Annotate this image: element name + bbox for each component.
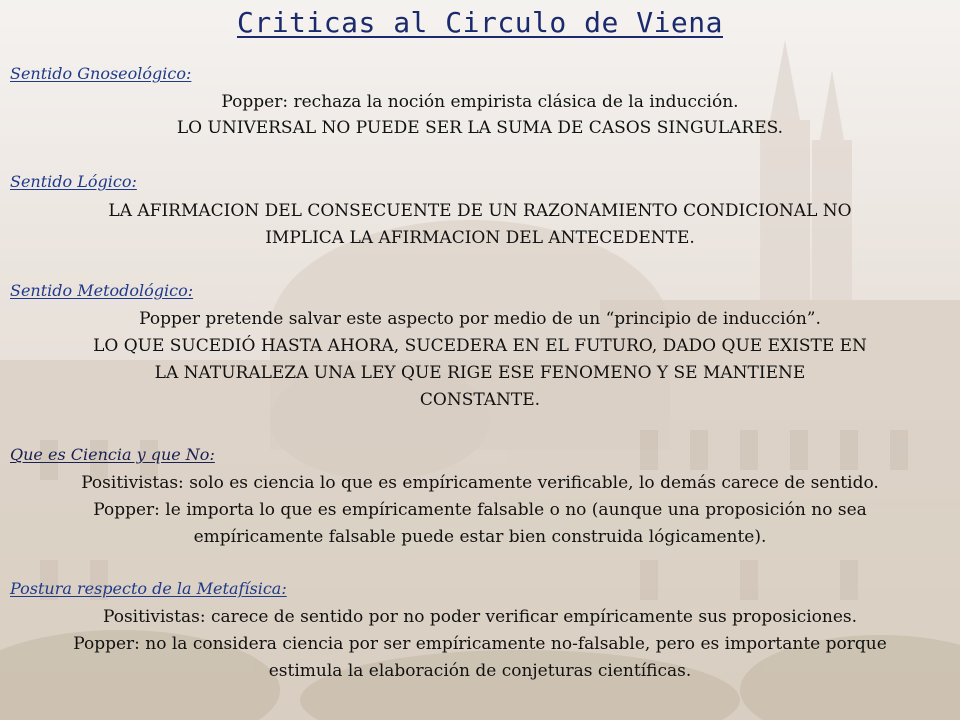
ciencia-line-1: Positivistas: solo es ciencia lo que es empíricamente verificable, lo demás carece de sentido. (81, 473, 879, 493)
metodologico-line-4: CONSTANTE. (419, 390, 541, 410)
logico-line-2: IMPLICA LA AFIRMACION DEL ANTECEDENTE. (265, 228, 695, 248)
logico-line-1: LA AFIRMACION DEL CONSECUENTE DE UN RAZONAMIENTO CONDICIONAL NO (108, 201, 852, 221)
slide-title: Criticas al Circulo de Viena (236, 6, 723, 39)
metafisica-line-3: estimula la elaboración de conjeturas científicas. (268, 661, 692, 681)
heading-sentido-metodologico: Sentido Metodológico: (10, 281, 194, 300)
ciencia-line-3: empíricamente falsable puede estar bien construida lógicamente). (193, 527, 767, 547)
gnoseologico-line-1: Popper: rechaza la noción empirista clásica de la inducción. (221, 92, 739, 112)
metodologico-line-1: Popper pretende salvar este aspecto por medio de un “principio de inducción”. (139, 309, 821, 329)
heading-postura-metafisica: Postura respecto de la Metafísica: (10, 579, 287, 598)
metodologico-line-2: LO QUE SUCEDIÓ HASTA AHORA, SUCEDERA EN EL FUTURO, DADO QUE EXISTE EN (93, 336, 867, 356)
ciencia-line-2: Popper: le importa lo que es empíricamente falsable o no (aunque una proposición no sea (93, 500, 867, 520)
gnoseologico-line-2: LO UNIVERSAL NO PUEDE SER LA SUMA DE CASOS SINGULARES. (176, 118, 784, 138)
heading-sentido-logico: Sentido Lógico: (10, 172, 137, 191)
metafisica-line-1: Positivistas: carece de sentido por no poder verificar empíricamente sus proposiciones. (102, 607, 858, 627)
metafisica-line-2: Popper: no la considera ciencia por ser empíricamente no-falsable, pero es importante porque (73, 634, 887, 654)
metodologico-line-3: LA NATURALEZA UNA LEY QUE RIGE ESE FENOMENO Y SE MANTIENE (154, 363, 806, 383)
heading-sentido-gnoseologico: Sentido Gnoseológico: (10, 64, 192, 83)
heading-que-es-ciencia: Que es Ciencia y que No: (10, 445, 215, 464)
